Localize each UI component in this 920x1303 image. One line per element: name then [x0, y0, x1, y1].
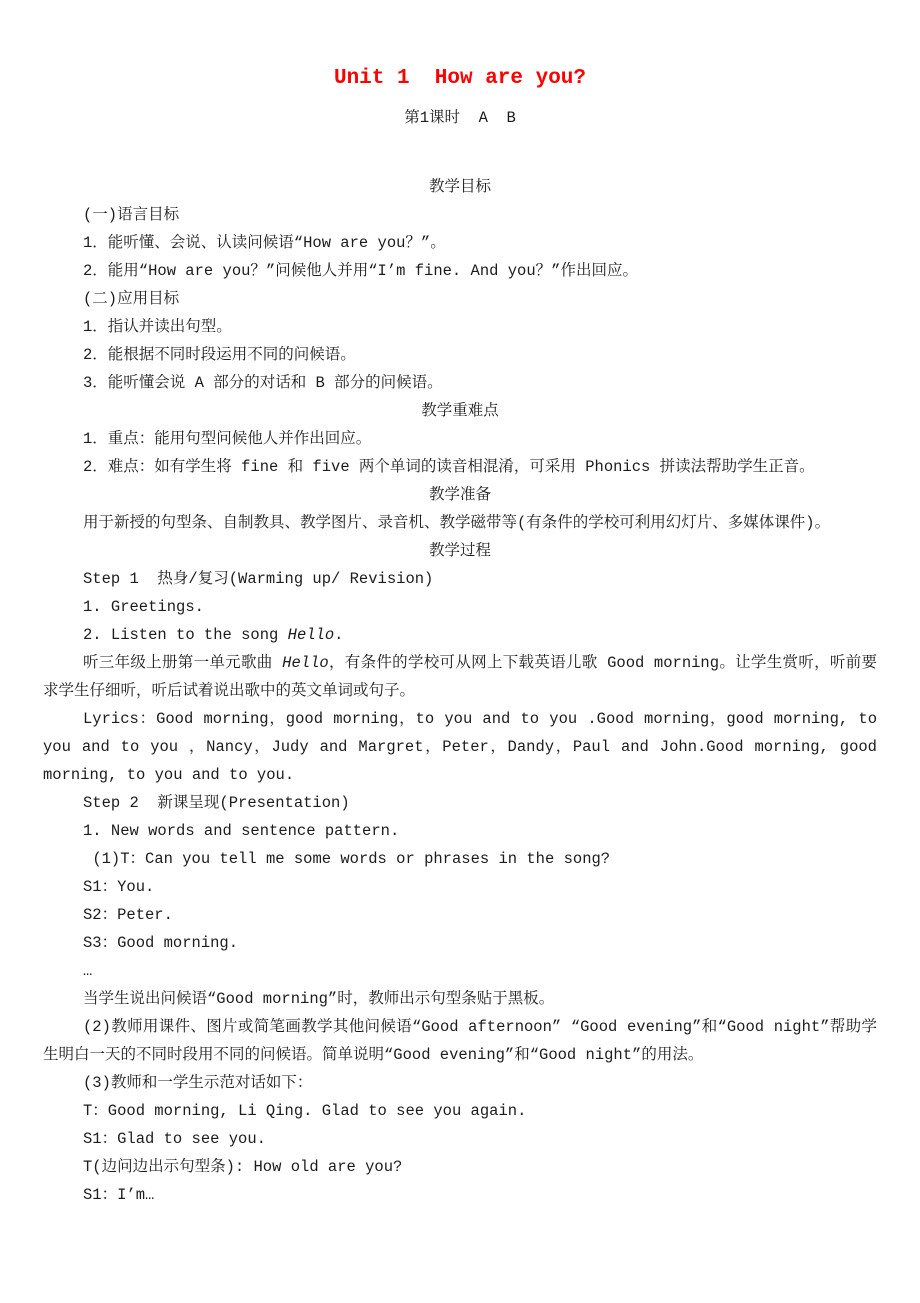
paragraph — [43, 257, 877, 285]
paragraph — [43, 1125, 877, 1153]
text-run: 教学目标 — [428, 178, 491, 196]
text-run: S2：Peter. — [83, 906, 173, 924]
text-run: 用于新授的句型条、自制教具、教学图片、录音机、教学磁带等(有条件的学校可利用幻灯片、多媒体课件)。 — [83, 514, 831, 532]
text-run: T：Good morning, Li Qing. Glad to see you again. — [83, 1102, 527, 1120]
text-run: Step 1 热身/复习(Warming up/ Revision) — [83, 570, 434, 588]
text-run: 1．指认并读出句型。 — [83, 318, 232, 336]
italic-text-run: Hello — [287, 626, 335, 644]
paragraph — [43, 593, 877, 621]
paragraph — [43, 453, 877, 481]
paragraph — [43, 425, 877, 453]
paragraph — [43, 285, 877, 313]
text-run: 1. New words and sentence pattern. — [83, 822, 400, 840]
paragraph — [43, 985, 877, 1013]
paragraph — [43, 1153, 877, 1181]
text-run: 1. Greetings. — [83, 598, 204, 616]
italic-text-run: Hello — [282, 654, 329, 672]
paragraph — [43, 929, 877, 957]
text-run: S1：I’m… — [83, 1186, 155, 1204]
paragraph — [43, 649, 877, 705]
text-run: 2．能根据不同时段运用不同的问候语。 — [83, 346, 356, 364]
paragraph — [43, 1013, 877, 1069]
text-run: 2．能用“How are you？”问候他人并用“I’m fine. And you？”作出回应。 — [83, 262, 638, 280]
text-run: 教学过程 — [428, 542, 491, 560]
paragraph — [43, 1181, 877, 1209]
text-run: 3．能听懂会说 A 部分的对话和 B 部分的问候语。 — [83, 374, 443, 392]
paragraph — [43, 341, 877, 369]
document-body — [43, 173, 887, 1209]
document-title: Unit 1 How are you? — [333, 67, 587, 90]
section-heading — [43, 537, 877, 565]
paragraph — [43, 621, 877, 649]
text-run: (二)应用目标 — [83, 290, 180, 308]
paragraph — [43, 369, 877, 397]
text-run: 教学准备 — [428, 486, 491, 504]
text-run: S3：Good morning. — [83, 934, 239, 952]
paragraph — [43, 873, 877, 901]
text-run: ，有条件的学校可从网上下载英语儿歌 Good morning。让学生赏听，听前要求学生仔细听，听后试着说出歌中的英文单词或句子。 — [43, 654, 878, 700]
paragraph — [43, 845, 877, 873]
paragraph — [43, 705, 887, 789]
paragraph — [43, 789, 877, 817]
section-heading — [43, 397, 877, 425]
text-run: (一)语言目标 — [83, 206, 180, 224]
text-run: S1：You. — [83, 878, 155, 896]
paragraph — [43, 565, 877, 593]
text-run: 教学重难点 — [421, 402, 499, 420]
text-run: 1．能听懂、会说、认读问候语“How are you？”。 — [83, 234, 446, 252]
text-run: S1：Glad to see you. — [83, 1130, 266, 1148]
text-run: … — [83, 962, 93, 980]
text-run: 2. Listen to the song — [83, 626, 288, 644]
text-run: (1)T：Can you tell me some words or phrases in the song? — [83, 850, 611, 868]
section-heading — [43, 173, 877, 201]
text-run: (3)教师和一学生示范对话如下： — [83, 1074, 313, 1092]
text-run: Lyrics：Good morning，good morning，to you and to you .Good morning，good morning, to you and to you ，Nancy，Judy and Margret，Peter，Dandy，Paul and John.Good morning, good morning, to you and to you. — [43, 710, 887, 784]
text-run: . — [334, 626, 344, 644]
paragraph — [43, 229, 877, 257]
paragraph — [43, 313, 877, 341]
text-run: 听三年级上册第一单元歌曲 — [83, 654, 283, 672]
paragraph — [43, 901, 877, 929]
text-run: T(边问边出示句型条): How old are you? — [83, 1158, 403, 1176]
paragraph — [43, 957, 877, 985]
paragraph — [43, 817, 877, 845]
text-run: 2．难点：如有学生将 fine 和 five 两个单词的读音相混淆，可采用 Phonics 拼读法帮助学生正音。 — [83, 458, 815, 476]
document-subtitle: 第1课时 A B — [404, 109, 516, 127]
text-run: 当学生说出问候语“Good morning”时，教师出示句型条贴于黑板。 — [83, 990, 555, 1008]
paragraph — [43, 1069, 877, 1097]
section-heading — [43, 481, 877, 509]
text-run: Step 2 新课呈现(Presentation) — [83, 794, 350, 812]
text-run: (2)教师用课件、图片或简笔画教学其他问候语“Good afternoon” “Good evening”和“Good night”帮助学生明白一天的不同时段用不同的问候语。简单说明“Good evening”和“Good night”的用法。 — [43, 1018, 877, 1064]
paragraph — [43, 509, 877, 537]
paragraph — [43, 201, 877, 229]
paragraph — [43, 1097, 877, 1125]
text-run: 1．重点：能用句型问候他人并作出回应。 — [83, 430, 372, 448]
